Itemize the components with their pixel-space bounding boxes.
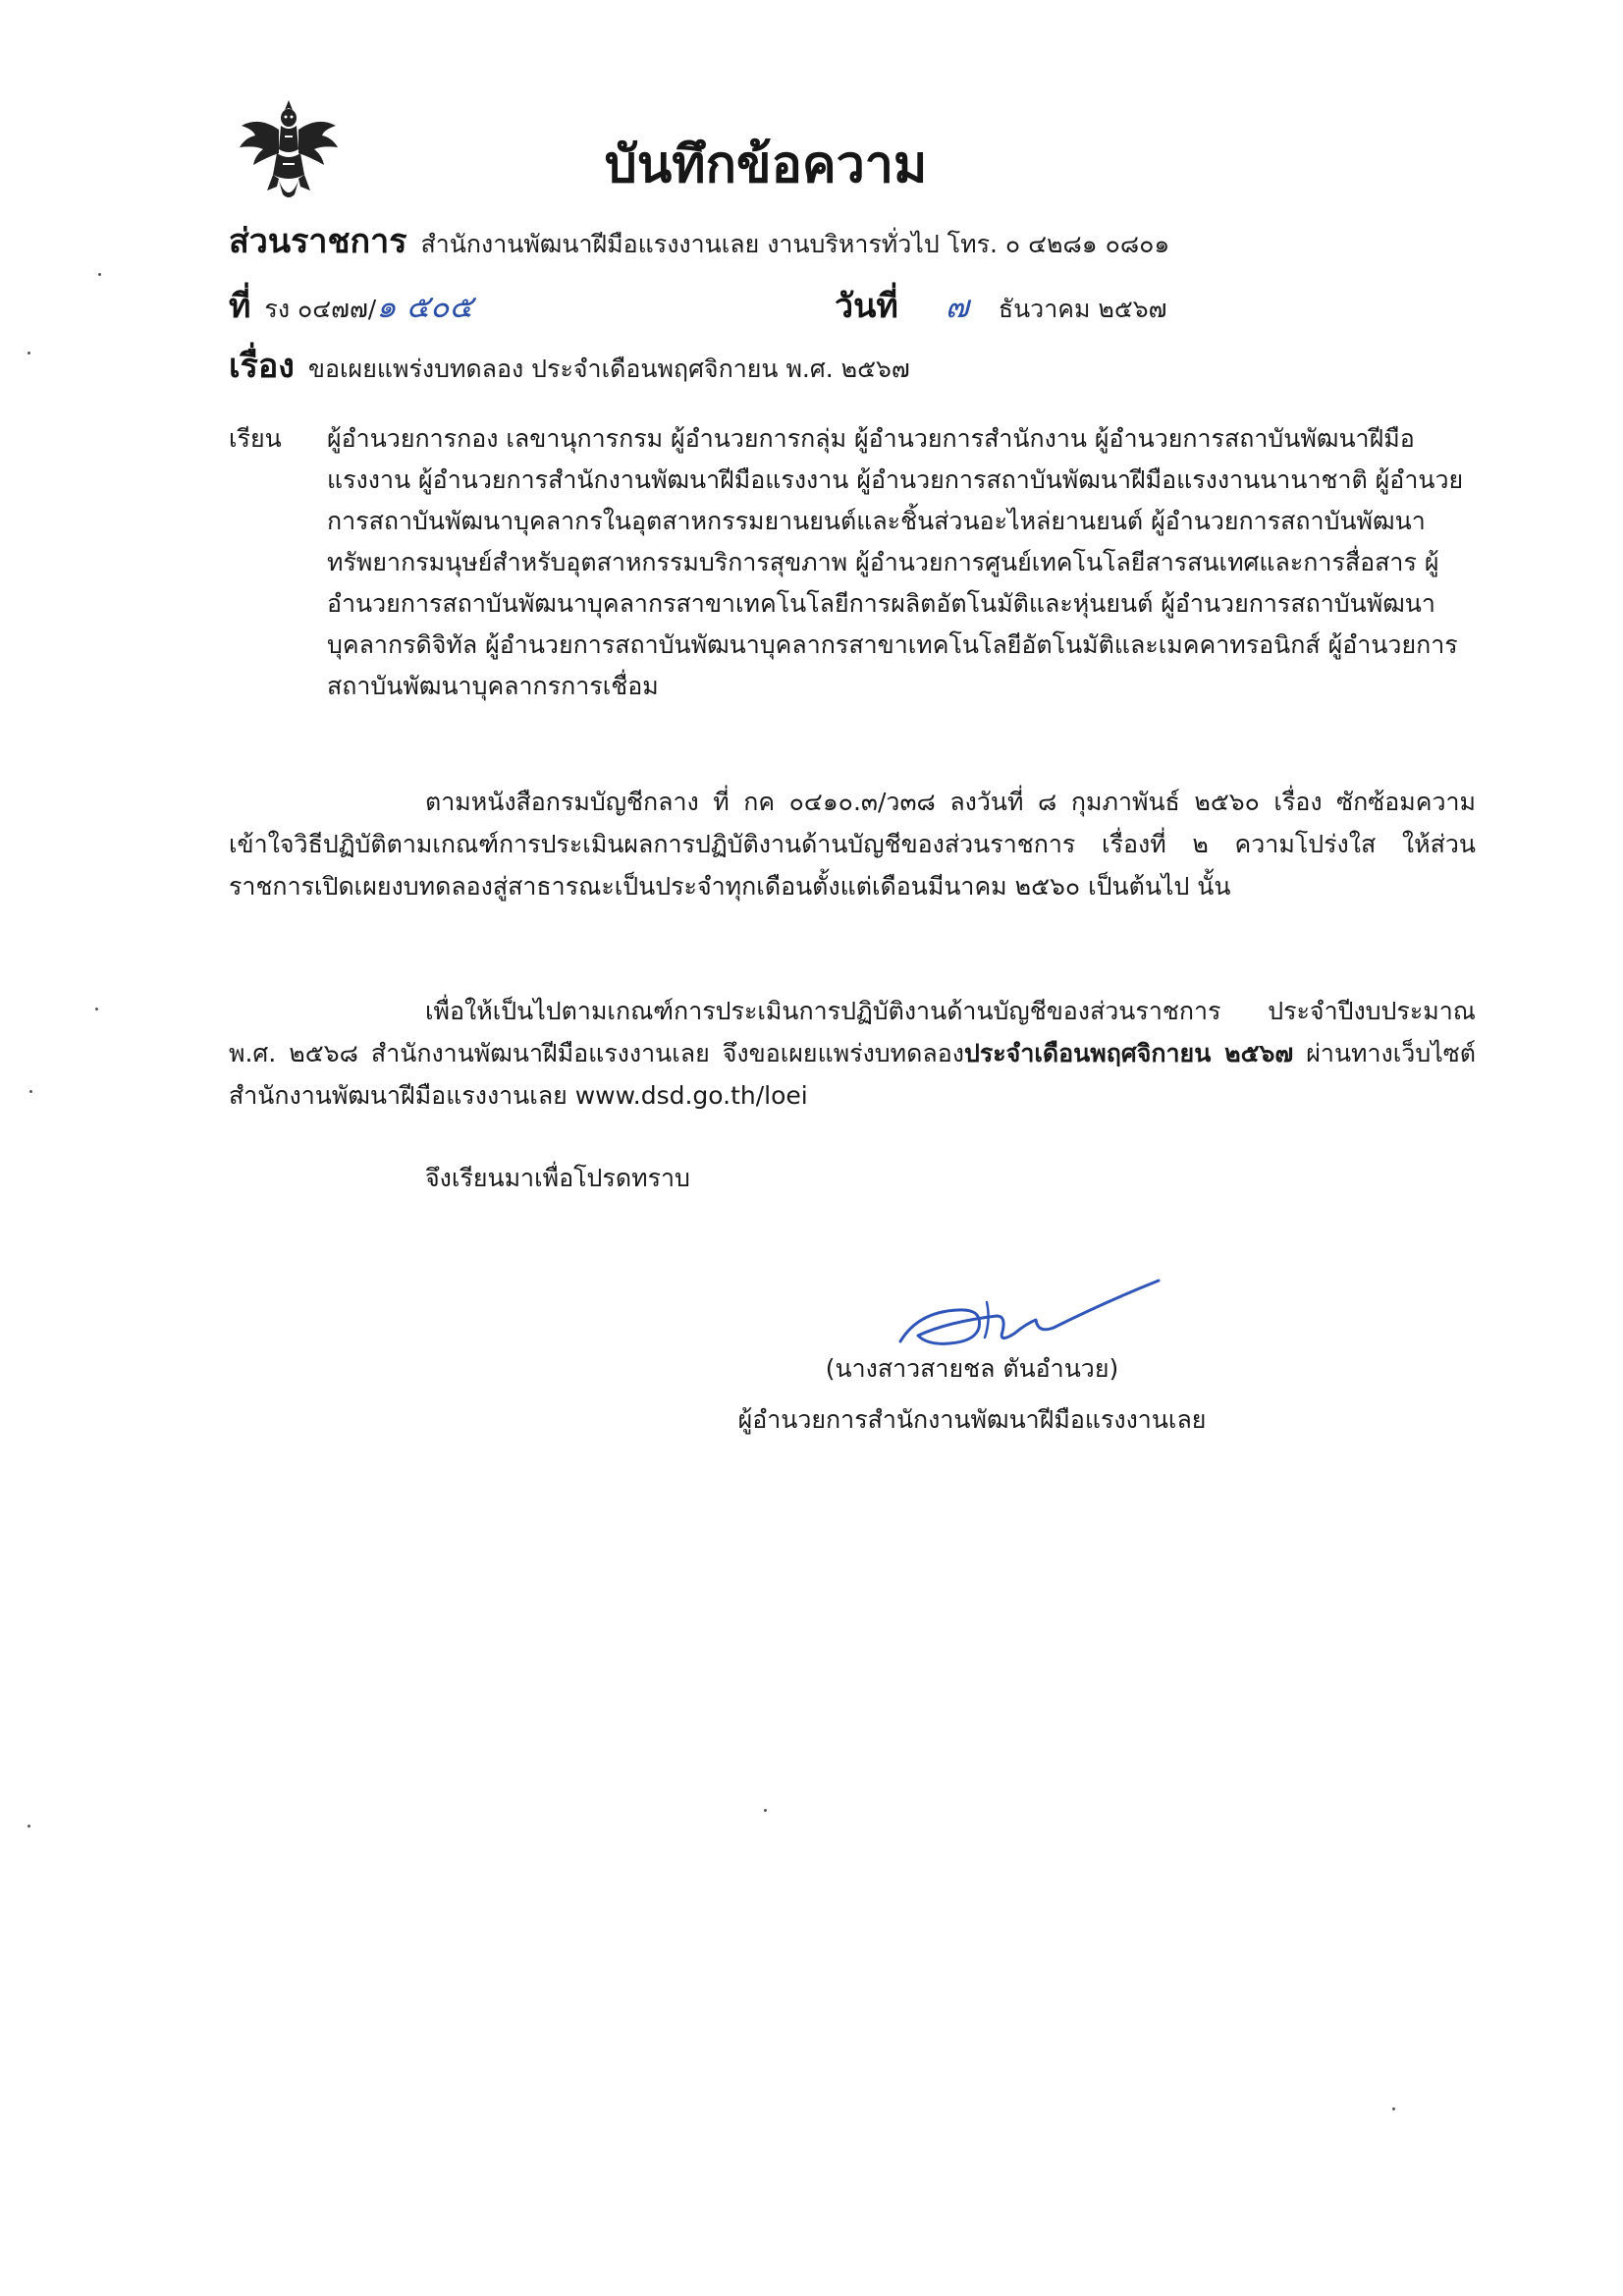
date-rest: ธันวาคม ๒๕๖๗ bbox=[998, 295, 1167, 323]
handwritten-signature bbox=[889, 1273, 1163, 1361]
scan-speck bbox=[98, 273, 101, 276]
scan-speck bbox=[29, 1090, 32, 1093]
salutation-label: เรียน bbox=[229, 424, 282, 453]
closing-line: จึงเรียนมาเพื่อโปรดทราบ bbox=[425, 1164, 690, 1192]
subject-row bbox=[229, 347, 910, 389]
paragraph-1: ตามหนังสือกรมบัญชีกลาง ที่ กค ๐๔๑๐.๓/ว๓๘ ลงวันที่ ๘ กุมภาพันธ์ ๒๕๖๐ เรื่อง ซักซ้อมความเข้าใจวิธีปฏิบัติตามเกณฑ์การประเมินผลการปฏิบัติงานด้านบัญชีของส่วนราชการ เรื่องที่ ๒ ความโปร่งใส ให้ส่วนราชการเปิดเผยงบทดลองสู่สาธารณะเป็นประจำทุกเดือนตั้งแต่เดือนมีนาคม ๒๕๖๐ เป็นต้นไป นั้น bbox=[229, 788, 1476, 901]
org-value: สำนักงานพัฒนาฝีมือแรงงานเลย งานบริหารทั่วไป โทร. ๐ ๔๒๘๑ ๐๘๐๑ bbox=[420, 230, 1170, 258]
signer-name: (นางสาวสายชล ตันอำนวย) bbox=[825, 1354, 1119, 1383]
paragraph-2-start: เพื่อให้เป็นไปตามเกณฑ์การประเมินการปฏิบัติงานด้านบัญชีของส่วนราชการ ประจำปีงบประมาณ พ.ศ. ๒๕๖๘ สำนักงานพัฒนาฝีมือแรงงานเลย จึงขอเผยแพร่งบทดลอง bbox=[229, 997, 1476, 1067]
scan-speck bbox=[95, 1008, 98, 1011]
scan-speck bbox=[1392, 2107, 1395, 2110]
paragraph-2-end: ผ่านทางเว็บไซต์สำนักงานพัฒนาฝีมือแรงงานเลย www.dsd.go.th/loei bbox=[229, 1039, 1476, 1110]
memo-title: บันทึกข้อความ bbox=[604, 136, 928, 194]
signer-title: ผู้อำนวยการสำนักงานพัฒนาฝีมือแรงงานเลย bbox=[737, 1405, 1207, 1434]
scan-speck bbox=[27, 1825, 30, 1828]
subject-value: ขอเผยแพร่งบทดลอง ประจำเดือนพฤศจิกายน พ.ศ. ๒๕๖๗ bbox=[307, 355, 910, 383]
garuda-emblem-icon bbox=[234, 96, 344, 206]
scan-speck bbox=[764, 1809, 767, 1812]
salutation-text: ผู้อำนวยการกอง เลขานุการกรม ผู้อำนวยการกลุ่ม ผู้อำนวยการสำนักงาน ผู้อำนวยการสถาบันพัฒนาฝีมือแรงงาน ผู้อำนวยการสำนักงานพัฒนาฝีมือแรงงาน ผู้อำนวยการสถาบันพัฒนาฝีมือแรงงานนานาชาติ ผู้อำนวยการสถาบันพัฒนาบุคลากรในอุตสาหกรรมยานยนต์และชิ้นส่วนอะไหล่ยานยนต์ ผู้อำนวยการสถาบันพัฒนาทรัพยากรมนุษย์สำหรับอุตสาหกรรมบริการสุขภาพ ผู้อำนวยการศูนย์เทคโนโลยีสารสนเทศและการสื่อสาร ผู้อำนวยการสถาบันพัฒนาบุคลากรสาขาเทคโนโลยีการผลิตอัตโนมัติและหุ่นยนต์ ผู้อำนวยการสถาบันพัฒนาบุคลากรดิจิทัล ผู้อำนวยการสถาบันพัฒนาบุคลากรสาขาเทคโนโลยีอัตโนมัติและเมคคาทรอนิกส์ ผู้อำนวยการสถาบันพัฒนาบุคลากรการเชื่อม bbox=[327, 424, 1464, 700]
ref-row bbox=[229, 287, 473, 329]
date-day-handwritten: ๗ bbox=[945, 288, 969, 325]
date-row bbox=[835, 287, 1166, 329]
org-row bbox=[229, 222, 1169, 264]
paragraph-2 bbox=[229, 990, 1476, 1117]
ref-label: ที่ bbox=[229, 287, 251, 326]
ref-printed: รง ๐๔๗๗/ bbox=[264, 295, 377, 323]
scan-speck bbox=[27, 352, 30, 355]
date-label: วันที่ bbox=[835, 287, 898, 326]
subject-label: เรื่อง bbox=[229, 347, 295, 386]
ref-handwritten: ๑ ๕๐๕ bbox=[376, 288, 473, 325]
org-label: ส่วนราชการ bbox=[229, 222, 407, 261]
paragraph-2-bold: ประจำเดือนพฤศจิกายน ๒๕๖๗ bbox=[963, 1039, 1294, 1067]
